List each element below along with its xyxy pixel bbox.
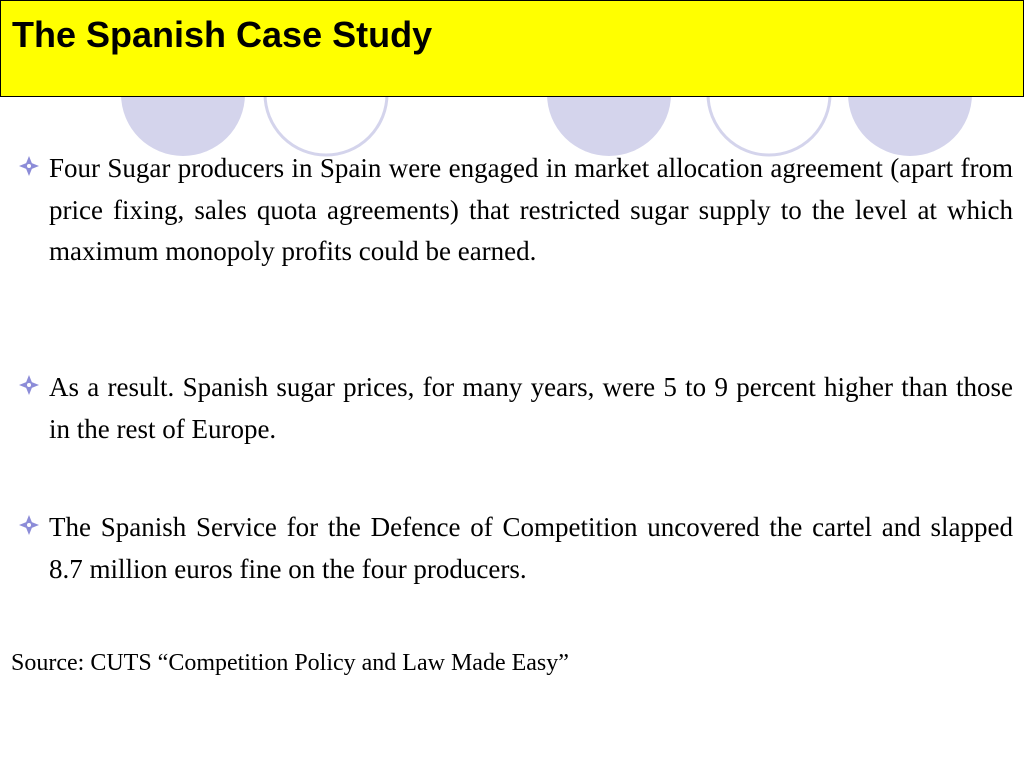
bullet-text: The Spanish Service for the Defence of Competition uncovered the cartel and slapped 8.7 million euros fine on the four producers. <box>49 512 1013 584</box>
bullet-item <box>0 148 1024 273</box>
source-citation: Source: CUTS “Competition Policy and Law Made Easy” <box>11 650 569 676</box>
title-bar <box>0 0 1024 97</box>
diamond-bullet-icon <box>18 514 40 536</box>
diamond-bullet-icon <box>18 155 40 177</box>
slide-title: The Spanish Case Study <box>12 14 433 55</box>
bullet-text: As a result. Spanish sugar prices, for many years, were 5 to 9 percent higher than those in the rest of Europe. <box>49 372 1013 444</box>
bullet-item <box>0 507 1024 590</box>
bullet-text: Four Sugar producers in Spain were engaged in market allocation agreement (apart from price fixing, sales quota agreements) that restricted sugar supply to the level at which maximum monopoly profits could be earned. <box>49 153 1013 266</box>
bullet-item <box>0 367 1024 450</box>
diamond-bullet-icon <box>18 374 40 396</box>
